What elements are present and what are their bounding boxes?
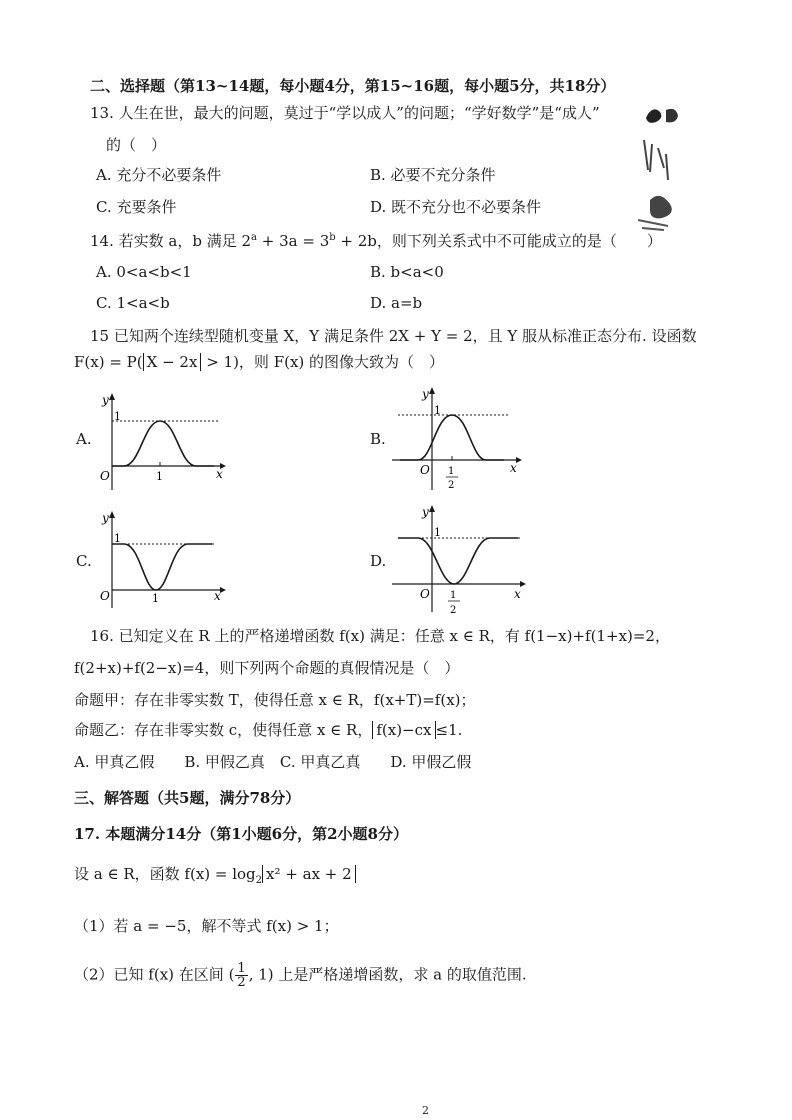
- y-label: y: [422, 387, 429, 401]
- margin-scribble-mark: [630, 100, 690, 240]
- q17-function-definition: 设 a ∈ R，函数 $f(x) = \log_2 x^2$ + ax + 2: [74, 864, 356, 891]
- y-tick-1: 1: [434, 526, 441, 539]
- q14-stem: 14. 若实数 a，b 满足 $2^a + 3a = 3^b + 2b$，则下列关系式中不可能成立的是（ ）: [90, 232, 662, 250]
- curve: [112, 421, 214, 466]
- q13-option-a: A. 充分不必要条件: [96, 166, 222, 184]
- q16-options: A. 甲真乙假 B. 甲假乙真 C. 甲真乙真 D. 甲假乙假: [74, 753, 472, 771]
- q14-option-d: D. a=b: [370, 294, 423, 312]
- fraction-one-half: $\frac{1}{2}$: [237, 961, 246, 990]
- x-tick-1: 1: [156, 470, 163, 483]
- y-tick-1: 1: [114, 532, 121, 545]
- q14-option-b: B. b<a<0: [370, 263, 444, 281]
- q17-part-2: （2）已知 f(x) 在区间 ( $\frac{1}{2}$ , 1) 上是严格递增函数，求 a 的取值范围.: [74, 961, 527, 990]
- q17-title: 17. 本题满分14分（第1小题6分，第2小题8分）: [74, 825, 408, 843]
- q16-proposition-yi: 命题乙：存在非零实数 c，使得任意 x ∈ R， f(x)−cx ≤1.: [74, 721, 463, 739]
- q15-option-d-label: D.: [370, 552, 387, 570]
- x-tick-half-den: 2: [448, 480, 455, 491]
- q16-stem-line2: f(2+x)+f(2−x)=4，则下列两个命题的真假情况是（ ）: [74, 659, 460, 677]
- x-label: x: [216, 467, 223, 481]
- y-tick-1: 1: [114, 410, 121, 423]
- origin-label: O: [420, 463, 430, 477]
- q17-part-1: （1）若 a = −5，解不等式 f(x) > 1；: [74, 917, 339, 935]
- q13-option-b: B. 必要不充分条件: [370, 166, 496, 184]
- section-2-title: 二、选择题（第13~14题，每小题4分，第15~16题，每小题5分，共18分）: [90, 77, 616, 95]
- curve: [112, 544, 212, 590]
- y-label: y: [102, 393, 109, 407]
- q13-stem-line1: 13. 人生在世，最大的问题，莫过于“学以成人”的问题；“学好数学”是“成人”: [90, 104, 600, 122]
- q15-stem-line2: F(x) = P( X − 2x > 1)，则 F(x) 的图像大致为（ ）: [74, 353, 445, 371]
- q15-option-b-label: B.: [370, 430, 386, 448]
- q15-option-a-label: A.: [76, 430, 92, 448]
- x-tick-half-num: 1: [448, 466, 455, 477]
- q15-option-c-label: C.: [76, 552, 92, 570]
- q16-proposition-jia: 命题甲：存在非零实数 T，使得任意 x ∈ R，f(x+T)=f(x)；: [74, 691, 476, 709]
- x-tick-1: 1: [152, 592, 159, 605]
- x-label: x: [514, 587, 521, 601]
- x-tick-half-num: 1: [450, 590, 457, 601]
- origin-label: O: [100, 469, 110, 483]
- q15-graph-b: [392, 382, 522, 494]
- curve: [398, 538, 518, 584]
- y-label: y: [102, 511, 109, 525]
- x-tick-half-den: 2: [450, 605, 457, 616]
- section-3-title: 三、解答题（共5题，满分78分）: [74, 789, 301, 807]
- q15-stem-line1: 15 已知两个连续型随机变量 X，Y 满足条件 2X + Y = 2，且 Y 服从标准正态分布. 设函数: [90, 327, 697, 345]
- x-label: x: [214, 589, 221, 603]
- q15-graph-a: [96, 390, 226, 490]
- y-tick-1: 1: [434, 404, 441, 417]
- origin-label: O: [100, 589, 110, 603]
- q16-stem-line1: 16. 已知定义在 R 上的严格递增函数 f(x) 满足：任意 x ∈ R，有 f(1−x)+f(1+x)=2，: [90, 627, 670, 645]
- origin-label: O: [420, 587, 430, 601]
- q13-option-c: C. 充要条件: [96, 198, 177, 216]
- y-label: y: [422, 505, 429, 519]
- q14-option-c: C. 1<a<b: [96, 294, 170, 312]
- q13-option-d: D. 既不充分也不必要条件: [370, 198, 542, 216]
- page-number: 2: [422, 1104, 429, 1117]
- q15-graph-d: [392, 500, 528, 620]
- q15-graph-c: [96, 508, 226, 608]
- q14-option-a: A. 0<a<b<1: [96, 263, 192, 281]
- x-label: x: [510, 461, 517, 475]
- curve: [400, 415, 504, 460]
- q13-stem-line2: 的（ ）: [106, 136, 167, 154]
